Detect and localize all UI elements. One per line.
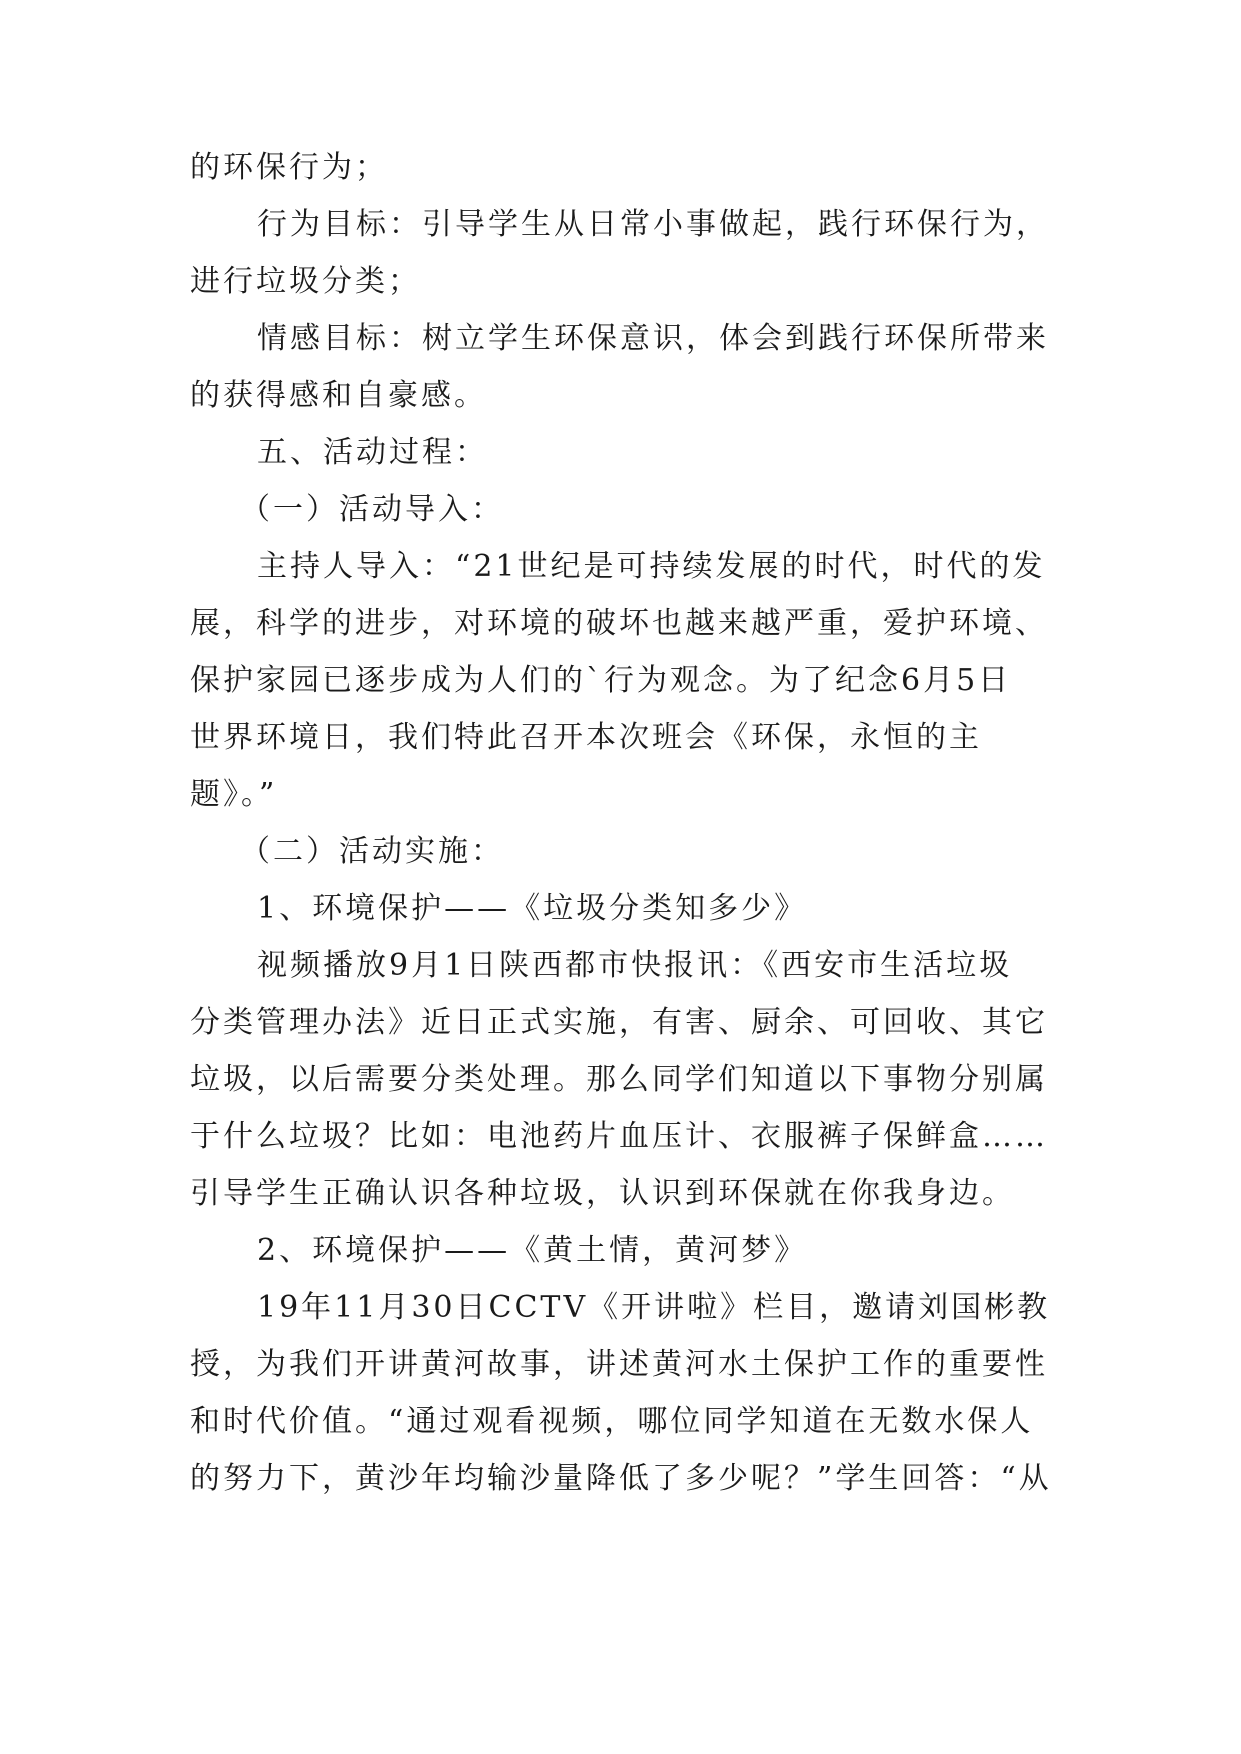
item-heading: 2、环境保护——《黄土情，黄河梦》 bbox=[257, 1233, 808, 1268]
text-line: 分类管理办法》近日正式实施，有害、厨余、可回收、其它 bbox=[190, 1005, 1048, 1040]
text-line: 引导学生正确认识各种垃圾，认识到环保就在你我身边。 bbox=[190, 1176, 1015, 1211]
text-line: 垃圾，以后需要分类处理。那么同学们知道以下事物分别属 bbox=[190, 1062, 1048, 1097]
text-line: 保护家园已逐步成为人们的`行为观念。为了纪念6月5日 bbox=[190, 663, 1012, 698]
text-line: 世界环境日，我们特此召开本次班会《环保，永恒的主 bbox=[190, 720, 982, 755]
text-line: 视频播放9月1日陕西都市快报讯：《西安市生活垃圾 bbox=[257, 948, 1013, 983]
text-line: 展，科学的进步，对环境的破坏也越来越严重，爱护环境、 bbox=[190, 606, 1048, 641]
text-line: 的环保行为； bbox=[190, 150, 388, 185]
text-line: 和时代价值。“通过观看视频，哪位同学知道在无数水保人 bbox=[190, 1404, 1034, 1439]
text-line: 的努力下，黄沙年均输沙量降低了多少呢？”学生回答：“从 bbox=[190, 1461, 1052, 1496]
section-heading: 五、活动过程： bbox=[257, 435, 488, 470]
text-line: 主持人导入：“21世纪是可持续发展的时代，时代的发 bbox=[257, 549, 1046, 584]
text-line: 行为目标：引导学生从日常小事做起，践行环保行为， bbox=[257, 207, 1049, 242]
subsection-heading: （二）活动实施： bbox=[240, 834, 504, 869]
text-line: 进行垃圾分类； bbox=[190, 264, 421, 299]
text-line: 于什么垃圾？比如：电池药片血压计、衣服裤子保鲜盒…… bbox=[190, 1119, 1048, 1154]
subsection-heading: （一）活动导入： bbox=[240, 492, 504, 527]
text-line: 授，为我们开讲黄河故事，讲述黄河水土保护工作的重要性 bbox=[190, 1347, 1048, 1382]
text-line: 19年11月30日CCTV《开讲啦》栏目，邀请刘国彬教 bbox=[257, 1290, 1051, 1325]
item-heading: 1、环境保护——《垃圾分类知多少》 bbox=[257, 891, 808, 926]
text-line: 情感目标：树立学生环保意识，体会到践行环保所带来 bbox=[257, 321, 1049, 356]
text-line: 的获得感和自豪感。 bbox=[190, 378, 487, 413]
text-line: 题》。” bbox=[190, 777, 278, 812]
